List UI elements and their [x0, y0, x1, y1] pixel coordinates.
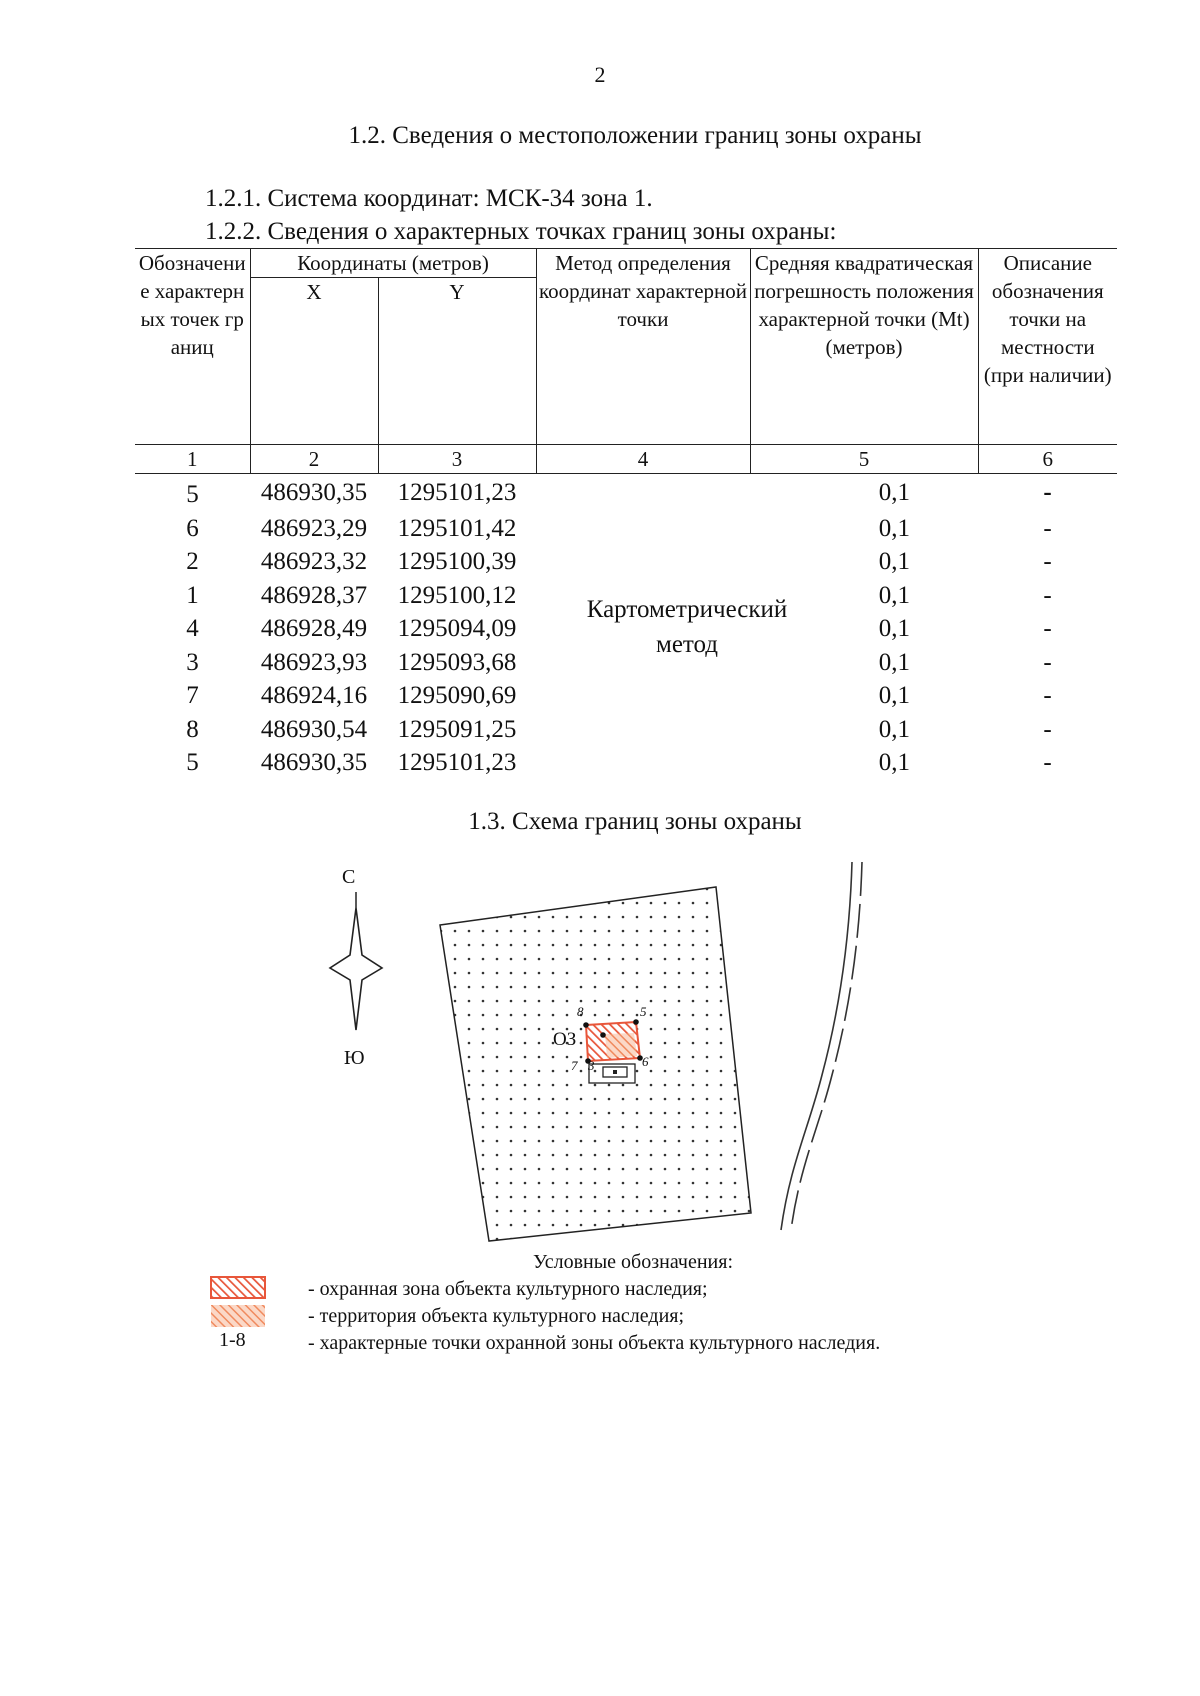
y-cell: 1295100,12 — [397, 581, 517, 609]
point-label: 7 — [571, 1058, 578, 1073]
col-number: 2 — [250, 445, 378, 474]
y-cell: 1295090,69 — [397, 682, 517, 709]
col-number: 6 — [978, 445, 1117, 474]
section-title-1-2: 1.2. Сведения о местоположении границ зоны охраны — [348, 122, 922, 149]
legend-item-territory: - территория объекта культурного наследия; — [308, 1305, 685, 1327]
x-cell: 486923,29 — [260, 514, 368, 542]
error-cell: 0,1 — [878, 682, 911, 709]
legend-item-points: - характерные точки охранной зоны объекта культурного наследия. — [308, 1332, 881, 1354]
south-label: Ю — [344, 1047, 365, 1069]
col-number: 1 — [135, 445, 250, 474]
description-cell: - — [1043, 581, 1052, 609]
point-cell: 4 — [186, 615, 199, 642]
x-cell: 486928,37 — [260, 581, 368, 609]
coordinate-system-line: 1.2.1. Система координат: МСК-34 зона 1. — [205, 185, 653, 212]
error-cell: 0,1 — [878, 548, 911, 575]
legend-symbol-points: 1-8 — [219, 1329, 246, 1351]
point-label: 8 — [577, 1004, 584, 1019]
point-cell: 3 — [186, 648, 199, 676]
description-cell: - — [1043, 548, 1052, 575]
point-cell: 6 — [186, 514, 199, 542]
point-label: 3 — [588, 1058, 595, 1073]
error-cell: 0,1 — [878, 479, 911, 506]
x-cell: 486923,93 — [260, 648, 368, 676]
x-cell: 486930,35 — [260, 749, 368, 776]
point-cell: 2 — [186, 548, 199, 575]
north-arrow — [330, 892, 382, 1030]
header-x: X — [250, 278, 378, 445]
y-cell: 1295101,23 — [397, 749, 517, 776]
point-cell: 5 — [186, 749, 199, 776]
north-label: С — [342, 866, 356, 888]
header-y: Y — [378, 278, 536, 445]
point-cell: 1 — [186, 581, 199, 609]
method-text: Картометрический метод — [586, 595, 788, 658]
legend-swatch-protection-zone — [211, 1277, 265, 1298]
y-cell: 1295091,25 — [397, 715, 517, 743]
x-cell: 486923,32 — [260, 548, 368, 575]
characteristic-points-heading: 1.2.2. Сведения о характерных точках границ зоны охраны: — [205, 218, 837, 245]
error-cell: 0,1 — [878, 615, 911, 642]
description-cell: - — [1043, 749, 1052, 776]
col-number: 5 — [750, 445, 978, 474]
point-cell: 8 — [186, 715, 199, 743]
description-cell: - — [1043, 715, 1052, 743]
description-cell: - — [1043, 682, 1052, 709]
y-cell: 1295101,42 — [397, 514, 517, 542]
col-number: 3 — [378, 445, 536, 474]
error-cell: 0,1 — [878, 514, 911, 542]
x-cell: 486930,54 — [260, 715, 368, 743]
header-coordinates: Координаты (метров) — [250, 249, 536, 278]
x-cell: 486924,16 — [260, 682, 368, 709]
x-cell: 486930,35 — [260, 479, 368, 506]
section-title-1-3: 1.3. Схема границ зоны охраны — [468, 808, 802, 835]
point-label: 5 — [640, 1004, 647, 1019]
header-point-designation: Обозначение характерных точек границ — [135, 249, 250, 445]
description-cell: - — [1043, 514, 1052, 542]
legend-title: Условные обозначения: — [532, 1251, 734, 1273]
page-number: 2 — [594, 62, 606, 87]
x-cell: 486928,49 — [260, 615, 368, 642]
col-number: 4 — [536, 445, 750, 474]
error-cell: 0,1 — [878, 749, 911, 776]
legend-item-protection-zone: - охранная зона объекта культурного наследия; — [308, 1278, 708, 1300]
description-cell: - — [1043, 615, 1052, 642]
error-cell: 0,1 — [878, 715, 911, 743]
object-label: ОЗ — [553, 1029, 577, 1050]
description-cell: - — [1043, 648, 1052, 676]
point-cell: 7 — [186, 682, 199, 709]
y-cell: 1295100,39 — [397, 548, 517, 575]
y-cell: 1295101,23 — [397, 479, 517, 506]
error-cell: 0,1 — [878, 648, 911, 676]
header-description: Описание обозначения точки на местности (при наличии) — [978, 249, 1117, 445]
y-cell: 1295094,09 — [397, 615, 517, 642]
y-cell: 1295093,68 — [397, 648, 517, 676]
point-label: 6 — [642, 1054, 649, 1069]
description-cell: - — [1043, 479, 1052, 506]
road — [781, 862, 862, 1230]
header-mean-error: Средняя квадратическая погрешность положения характерной точки (Mt) (метров) — [750, 249, 978, 445]
header-method: Метод определения координат характерной точки — [536, 249, 750, 445]
point-cell: 5 — [186, 481, 199, 508]
error-cell: 0,1 — [878, 581, 911, 609]
legend-swatch-territory — [211, 1305, 265, 1327]
